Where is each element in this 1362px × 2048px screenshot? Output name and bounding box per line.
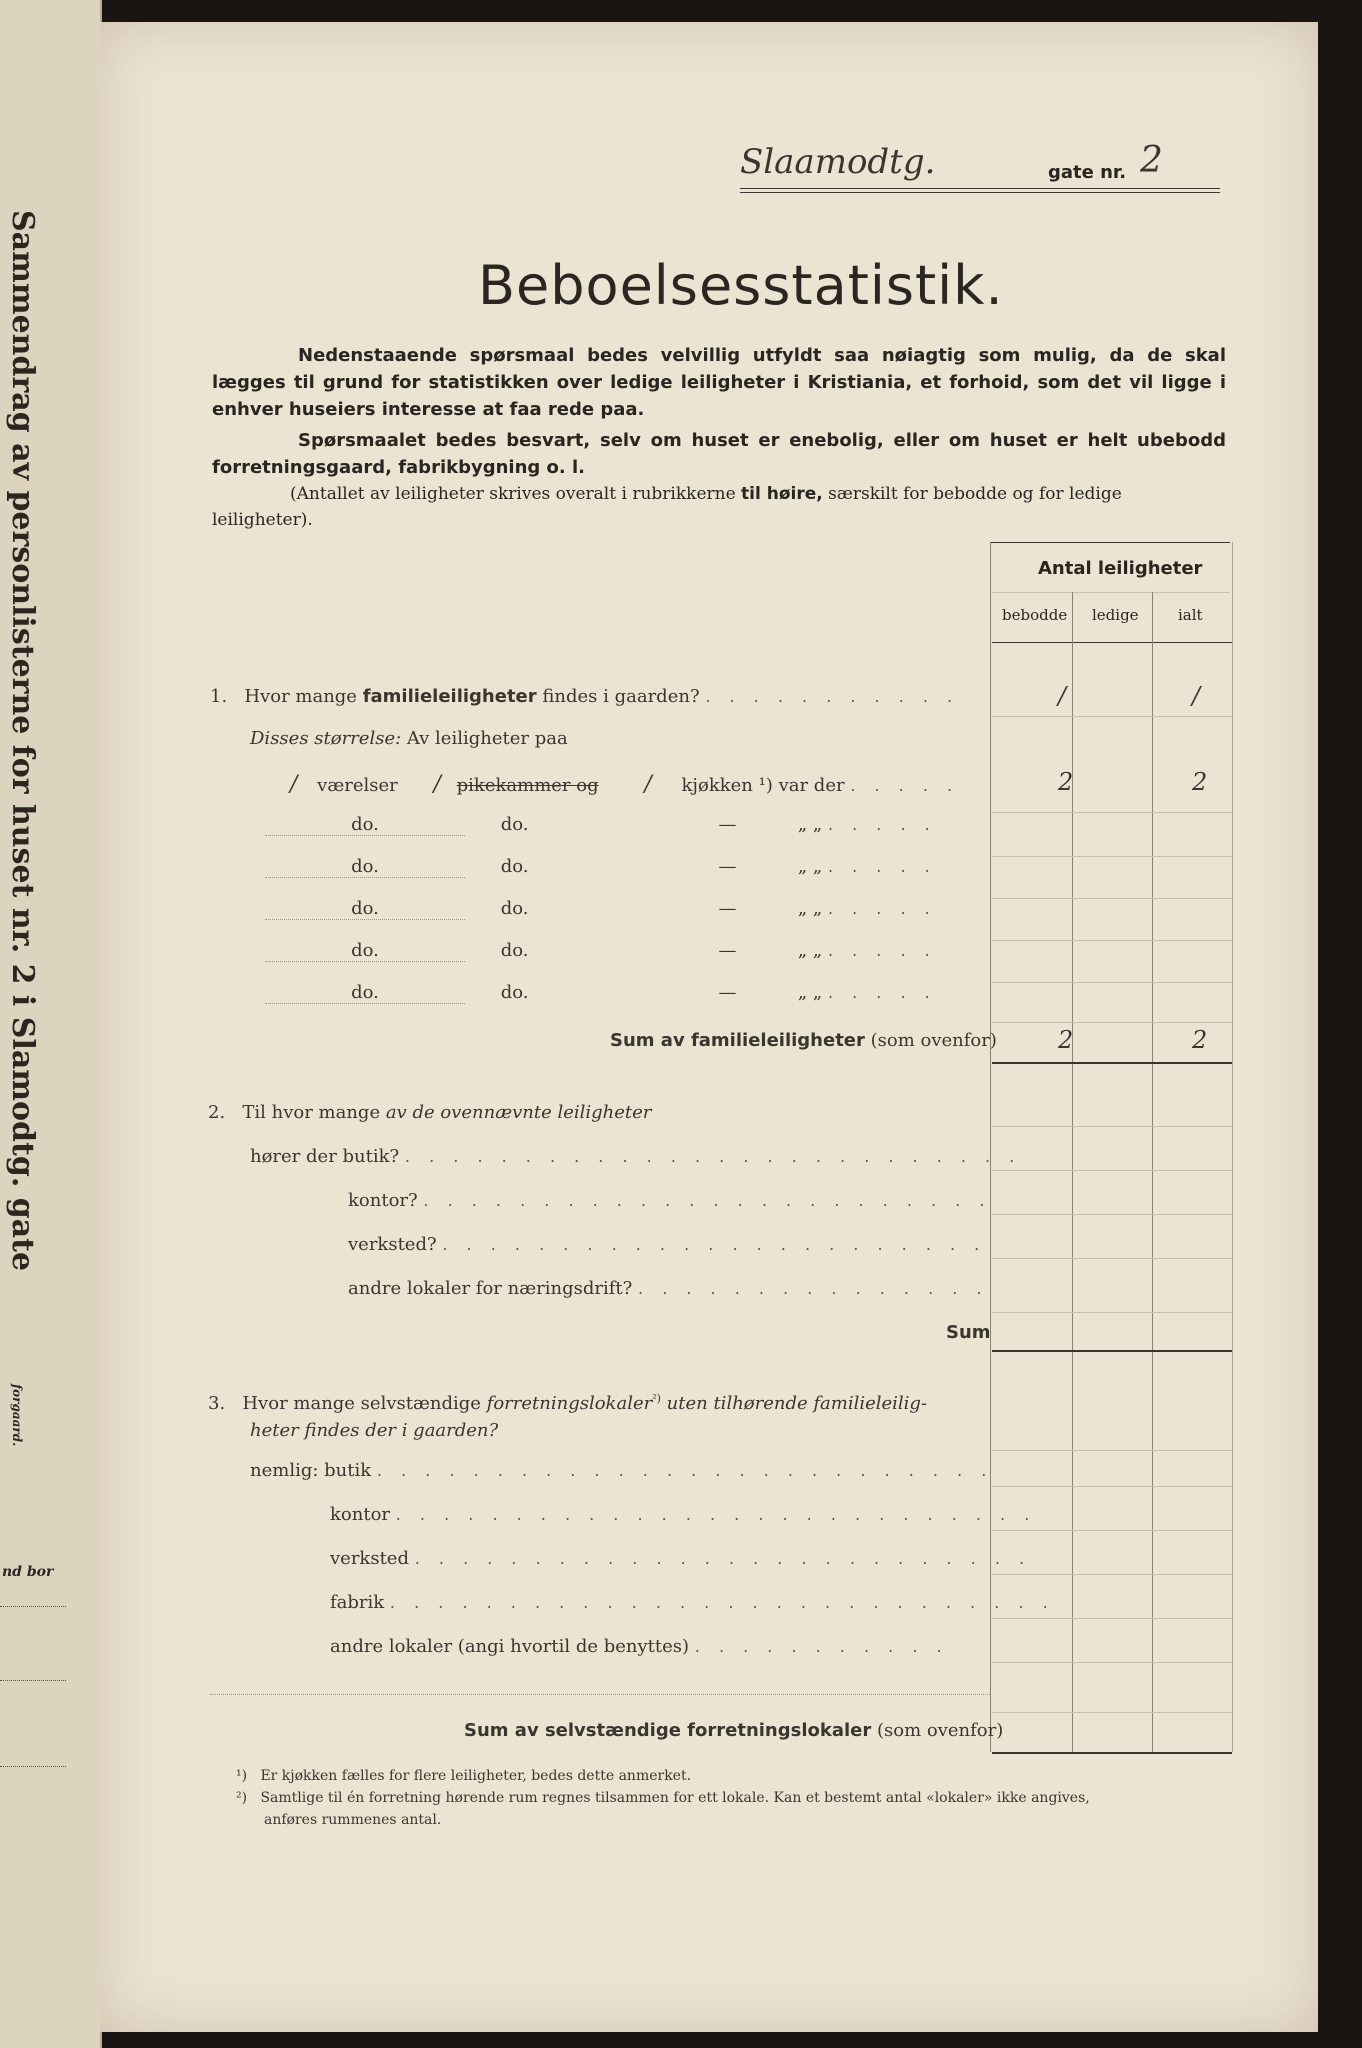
q1-text-bold: familieleiligheter [362, 686, 537, 707]
do-dash: — [718, 940, 737, 961]
row-rule [992, 1530, 1232, 1531]
q3-sum-bold: Sum av selvstændige forretningslokaler [464, 1720, 872, 1741]
table-title: Antal leiligheter [1038, 558, 1203, 579]
q3-dots: . . . . . . . . . . . . . . . . . . . . . . . . . . [376, 1461, 994, 1480]
do-left: do. [265, 814, 465, 836]
q1-text-a: Hvor mange [244, 686, 357, 707]
q1-do-row [265, 940, 937, 962]
col-bebodde-label: bebodde [1002, 606, 1068, 624]
q2-verksted-line [348, 1234, 986, 1255]
q1-do-row [265, 898, 937, 920]
do-quote: „ „ [797, 982, 823, 1003]
q2-dots: . . . . . . . . . . . . . . . . . . . . . . . . . . [404, 1147, 1022, 1166]
gate-nr-label: gate nr. [1048, 162, 1127, 183]
row1-vaerelser-hw: / [290, 772, 298, 797]
q3-dots: . . . . . . . . . . . . . . . . . . . . . . . . . . . [395, 1505, 1037, 1524]
q3-sum-rule [992, 1752, 1232, 1754]
do-dots: . . . . . [827, 983, 937, 1002]
q1-sum-line [610, 1030, 997, 1051]
q1-dots: . . . . . . . . . . . [705, 687, 960, 706]
do-mid: do. [500, 898, 529, 919]
q2-kontor: kontor? [348, 1190, 418, 1211]
row1-vaerelser: værelser [317, 775, 398, 796]
col-divider-2 [1152, 592, 1153, 1752]
do-mid: do. [500, 940, 529, 961]
q3-fabrik: fabrik [330, 1592, 385, 1613]
q2-sum-rule [992, 1350, 1232, 1352]
col-divider-1 [1072, 592, 1073, 1752]
intro-paragraph-2: Spørsmaalet bedes besvart, selv om huset er enebolig, eller om huset er helt ubebodd forretningsgaard, fabrikbygning o. l. [212, 430, 1226, 478]
row-rule [992, 982, 1232, 983]
row-rule [992, 1450, 1232, 1451]
side-label-forgaard: forgaard. [10, 1384, 24, 1447]
street-underline [740, 188, 1220, 189]
row-rule [992, 1662, 1232, 1663]
do-quote: „ „ [797, 814, 823, 835]
q1-text-b: findes i gaarden? [542, 686, 700, 707]
q1-size-line [250, 728, 568, 749]
right-background-edge [1318, 0, 1362, 2048]
do-dash: — [718, 898, 737, 919]
footnote-2-text: Samtlige til én forretning hørende rum regnes tilsammen for ett lokale. Kan et bestemt antal «lokaler» ikke angives, [260, 1790, 1090, 1806]
q2-text-italic: av de ovennævnte leiligheter [385, 1102, 652, 1123]
col-ledige-label: ledige [1092, 606, 1139, 624]
q2-text [208, 1102, 651, 1123]
intro-p3-b: særskilt for bebodde og for ledige [828, 484, 1122, 504]
q2-kontor-line [348, 1190, 991, 1211]
q3-butik-line [250, 1460, 993, 1481]
row-rule [992, 716, 1232, 717]
q3-andre: andre lokaler (angi hvortil de benyttes) [330, 1636, 690, 1657]
q2-text-a: Til hvor mange [242, 1102, 381, 1123]
left-page-strip [0, 0, 102, 2048]
q2-sum: Sum [946, 1322, 991, 1343]
q1-do-row [265, 982, 937, 1004]
page-title: Beboelsesstatistik. [478, 254, 1004, 317]
q3-butik: butik [324, 1460, 372, 1481]
q2-andre-line [348, 1278, 989, 1299]
table-subheader-rule [992, 642, 1232, 643]
do-left: do. [265, 856, 465, 878]
table-header-rule [992, 592, 1230, 593]
q1-sum-rest: (som ovenfor) [870, 1030, 997, 1051]
q2-butik-line [250, 1146, 1021, 1167]
row-rule [992, 1574, 1232, 1575]
side-rule [0, 1680, 66, 1681]
side-rule [0, 1606, 66, 1607]
intro-p3-bold: til høire, [741, 484, 823, 504]
side-label-nd-bor: nd bor [2, 1564, 54, 1580]
do-mid: do. [500, 982, 529, 1003]
q1-answer-bebodde: / [1058, 682, 1067, 710]
row-rule [992, 812, 1232, 813]
q1-sum-bold: Sum av familieleiligheter [610, 1030, 865, 1051]
row1-kjokken-hw: / [644, 772, 652, 797]
q3-sum-rest: (som ovenfor) [876, 1720, 1004, 1741]
q3-text-line2: heter findes der i gaarden? [250, 1420, 499, 1441]
row1-pike: pikekammer og [456, 775, 599, 796]
col-ialt-label: ialt [1178, 606, 1203, 624]
q3-dotted-separator [210, 1694, 990, 1695]
q3-text-sup: ²) [652, 1392, 661, 1405]
q3-verksted: verksted [330, 1548, 409, 1569]
q3-text-a: Hvor mange selvstændige [242, 1393, 481, 1414]
q3-number: 3. [208, 1393, 226, 1414]
row-rule [992, 1618, 1232, 1619]
q1-sum-ialt: 2 [1192, 1026, 1208, 1054]
footnote-1-text: Er kjøkken fælles for flere leiligheter, bedes dette anmerket. [260, 1768, 692, 1784]
row1-bebodde: 2 [1058, 768, 1074, 796]
row-rule [992, 856, 1232, 857]
table-top-rule [990, 542, 1230, 543]
street-handwritten: Slaamodtg. [740, 142, 936, 182]
gate-nr-handwritten: 2 [1140, 140, 1163, 181]
intro-p3-c: leiligheter). [212, 510, 313, 530]
do-dash: — [718, 814, 737, 835]
q3-kontor-line [330, 1504, 1036, 1525]
q3-text-italic1: forretningslokaler [486, 1393, 653, 1414]
do-quote: „ „ [797, 856, 823, 877]
q3-text-italic2: uten tilhørende familieleilig- [666, 1393, 928, 1414]
row1-ialt: 2 [1192, 768, 1208, 796]
q2-dots: . . . . . . . . . . . . . . . . . . . . . . . . [423, 1191, 992, 1210]
q3-verksted-line [330, 1548, 1031, 1569]
table-right-rule [1232, 542, 1233, 1752]
row-rule [992, 1126, 1232, 1127]
do-left: do. [265, 982, 465, 1004]
street-underline-2 [740, 192, 1220, 193]
q1-sum-rule [992, 1062, 1232, 1064]
q1-do-row [265, 856, 937, 878]
q2-dots: . . . . . . . . . . . . . . . . . . . . . . . [442, 1235, 987, 1254]
q1-answer-ialt: / [1192, 682, 1201, 710]
q2-horer: hører der butik? [250, 1146, 400, 1167]
side-vertical-text: Sammendrag av personlisterne for huset nr. 2 i Slamodtg. gate [5, 210, 40, 1272]
intro-paragraph-3 [290, 484, 1122, 504]
row-rule [992, 1258, 1232, 1259]
q1-text [210, 686, 959, 707]
do-quote: „ „ [797, 898, 823, 919]
do-dots: . . . . . [827, 815, 937, 834]
row1-kjokken: kjøkken ¹) var der [681, 775, 845, 796]
do-mid: do. [500, 856, 529, 877]
q2-verksted: verksted? [348, 1234, 437, 1255]
q1-do-row [265, 814, 937, 836]
row-rule [992, 1170, 1232, 1171]
q1-size-text: Av leiligheter paa [406, 728, 568, 749]
q1-size-label: Disses størrelse: [250, 728, 402, 749]
q3-dots: . . . . . . . . . . . [694, 1637, 949, 1656]
q3-dots: . . . . . . . . . . . . . . . . . . . . . . . . . . [414, 1549, 1032, 1568]
do-mid: do. [500, 814, 529, 835]
do-left: do. [265, 898, 465, 920]
row-rule [992, 1486, 1232, 1487]
do-dots: . . . . . [827, 941, 937, 960]
row-rule [992, 1312, 1232, 1313]
footnote-1 [236, 1768, 691, 1784]
q3-fabrik-line [330, 1592, 1055, 1613]
q3-dots: . . . . . . . . . . . . . . . . . . . . . . . . . . . . [389, 1593, 1055, 1612]
footnote-2-mark: ²) [236, 1790, 248, 1806]
q1-number: 1. [210, 686, 228, 707]
row-rule [992, 940, 1232, 941]
q3-sum-line [464, 1720, 1003, 1741]
q3-nemlig: nemlig: [250, 1460, 319, 1481]
do-dash: — [718, 982, 737, 1003]
form-page [100, 22, 1318, 2032]
row1-dots: . . . . . [850, 776, 960, 795]
q1-size-row-1 [250, 772, 959, 797]
do-dash: — [718, 856, 737, 877]
q2-dots: . . . . . . . . . . . . . . . [638, 1279, 989, 1298]
do-left: do. [265, 940, 465, 962]
side-rule [0, 1766, 66, 1767]
do-dots: . . . . . [827, 899, 937, 918]
row-rule [992, 1022, 1232, 1023]
q3-kontor: kontor [330, 1504, 391, 1525]
q1-sum-bebodde: 2 [1058, 1026, 1074, 1054]
row1-pike-hw: / [433, 772, 441, 797]
q3-andre-line [330, 1636, 949, 1657]
do-dots: . . . . . [827, 857, 937, 876]
row-rule [992, 1214, 1232, 1215]
footnote-1-mark: ¹) [236, 1768, 248, 1784]
q3-text [208, 1392, 927, 1414]
footnote-2b: anføres rummenes antal. [264, 1812, 442, 1828]
row-rule [992, 898, 1232, 899]
do-quote: „ „ [797, 940, 823, 961]
footnote-2 [236, 1790, 1090, 1806]
intro-p3-a: (Antallet av leiligheter skrives overalt i rubrikkerne [290, 484, 736, 504]
q2-number: 2. [208, 1102, 226, 1123]
intro-paragraph-1: Nedenstaaende spørsmaal bedes velvillig utfyldt saa nøiagtig som mulig, da de skal lægges til grund for statistikken over ledige leiligheter i Kristiania, et forhoid, som det vil ligge i enhver huseiers interesse at faa rede paa. [212, 345, 1226, 420]
row-rule [992, 1712, 1232, 1713]
q2-andre: andre lokaler for næringsdrift? [348, 1278, 633, 1299]
